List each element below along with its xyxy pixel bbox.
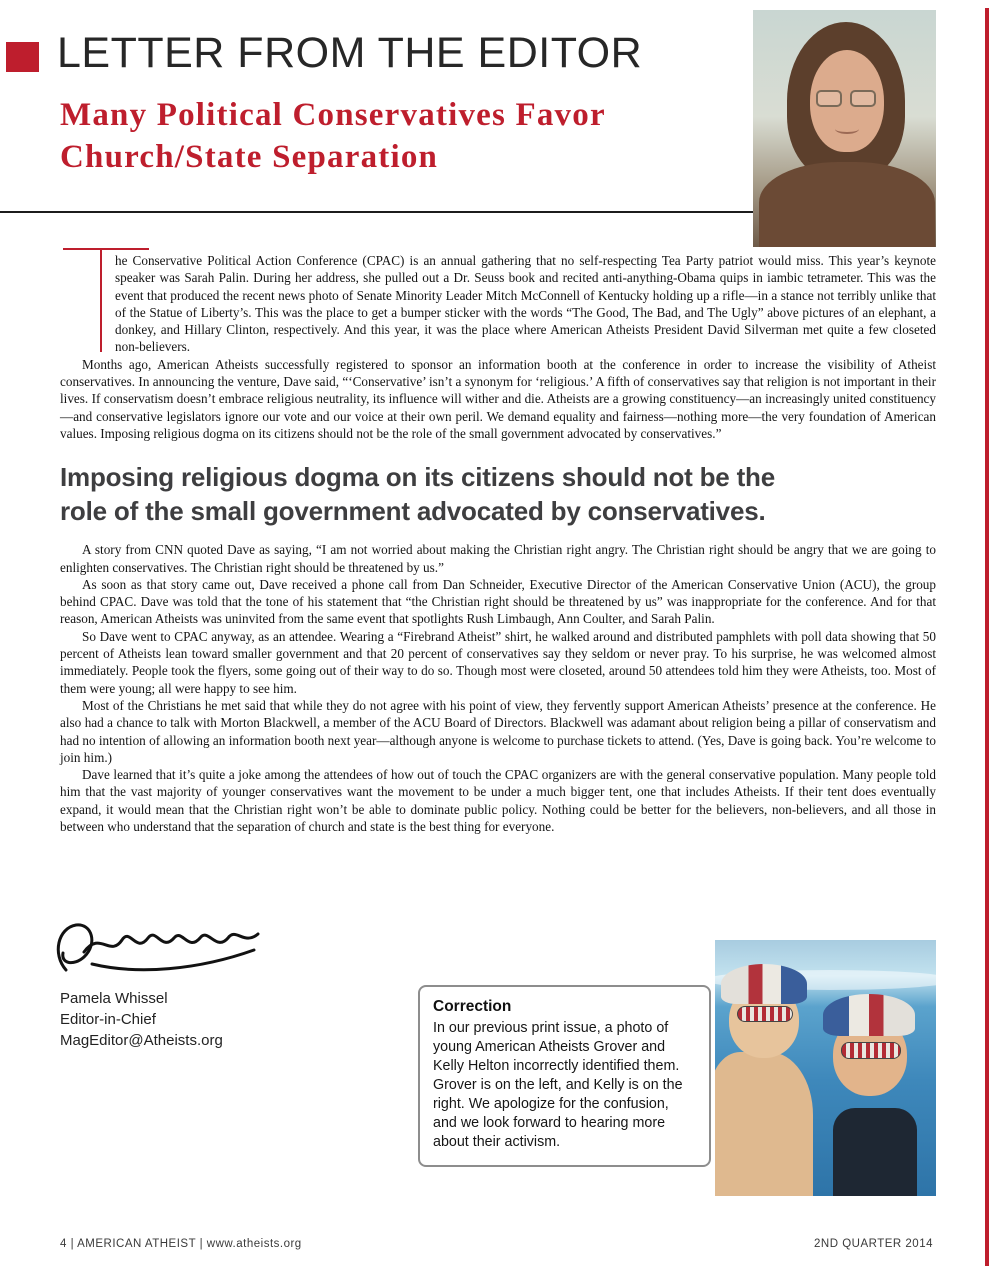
- header-rule: [0, 211, 753, 213]
- pull-quote-line2: role of the small government advocated by conservatives.: [60, 496, 766, 527]
- photo-glasses-right-shape: [850, 90, 876, 107]
- paragraph: Most of the Christians he met said that while they do not agree with his point of view, they fervently support American Atheists’ presence at the conference. He also had a chance to talk with Morton Blackwell, a member of the ACU Board of Directors. Blackwell was adamant about religion being a pillar of conservatism and had no intention of allowing an information booth next year—although anyone is welcome to purchase tickets to attend. (Yes, Dave is going back. You’re welcome to join him.): [60, 697, 936, 765]
- section-marker-square: [6, 42, 39, 72]
- photo-smile-shape: [835, 124, 859, 134]
- correction-box: [418, 985, 711, 1167]
- footer-page-info: 4 | AMERICAN ATHEIST | www.atheists.org: [60, 1238, 302, 1250]
- section-kicker: LETTER FROM THE EDITOR: [57, 29, 643, 77]
- photo-shoulders-shape: [759, 162, 935, 247]
- paragraph: Months ago, American Atheists successfully registered to sponsor an information booth at the conference in order to increase the visibility of Atheist conservatives. In announcing the venture, Dave said, “‘Conservative’ isn’t a synonym for ‘religious.’ A fifth of conservatives say that religion is not important in their lives. If conservatism doesn’t embrace religious neutrality, its influence will wither and die. Atheists are a growing constituency—an increasingly united constituency—and conservative legislators ignore our vote and our voice at their own peril. We demand equality and fairness—nothing more—the very foundation of American values. Imposing religious dogma on its citizens should not be the role of the small government advocated by conservatives.”: [60, 356, 936, 441]
- paragraph: So Dave went to CPAC anyway, as an attendee. Wearing a “Firebrand Atheist” shirt, he walked around and distributed pamphlets with poll data showing that 50 percent of Atheists lean toward smaller government and that 20 percent of conservatives say they seldom or never pray. To his surprise, he was welcomed almost immediately. People took the flyers, some going out of their way to do so. Though most were closeted, around 50 attendees told him they were Atheists, too. Most of them were young; all were happy to see him.: [60, 628, 936, 696]
- photo-right-kid-flag-glasses-shape: [841, 1042, 901, 1059]
- paragraph: A story from CNN quoted Dave as saying, “I am not worried about making the Christian right angry. The Christian right should be angry that we are going to enlighten conservatives. The Christian right should be threatened by us.”: [60, 542, 936, 575]
- editor-name: Pamela Whissel: [60, 990, 168, 1007]
- correction-title: Correction: [433, 998, 512, 1015]
- pull-quote: [60, 460, 936, 528]
- photo-left-kid-flag-glasses-shape: [737, 1006, 793, 1022]
- editor-photo: [753, 10, 936, 247]
- photo-right-kid-body-shape: [833, 1108, 917, 1196]
- drop-cap-t-vertical: [100, 248, 102, 352]
- article-body: [60, 252, 936, 835]
- drop-cap-t-horizontal: [63, 248, 149, 250]
- kids-photo: [715, 940, 936, 1196]
- editor-email: MagEditor@Atheists.org: [60, 1032, 223, 1049]
- correction-body: In our previous print issue, a photo of young American Atheists Grover and Kelly Helton incorrectly identified them. Grover is on the left, and Kelly is on the right. We apologize for the confusion, and we look forward to hearing more about their activism.: [433, 1020, 683, 1150]
- editor-signature: [46, 912, 281, 990]
- article-title: [60, 94, 606, 178]
- photo-right-kid-flag-cap-shape: [823, 994, 915, 1036]
- paragraph: As soon as that story came out, Dave received a phone call from Dan Schneider, Executive Director of the American Conservative Union (ACU), the group behind CPAC. Dave was told that the tone of his statement that “the Christian right should be threatened by us” was inappropriate for the conference. And for that reason, American Atheists was uninvited from the same event that spotlights Rush Limbaugh, Ann Coulter, and Sarah Palin.: [60, 576, 936, 627]
- paragraph-lead-text: he Conservative Political Action Conference (CPAC) is an annual gathering that no self-respecting Tea Party patriot would miss. This year’s keynote speaker was Sarah Palin. During her address, she pulled out a Dr. Seuss book and recited anti-anything-Obama quips in iambic tetrameter. This was the event that produced the recent news photo of Senate Minority Leader Mitch McConnell of Kentucky holding up a rifle—in a stance not terribly unlike that of the Statue of Liberty’s. This was the place to get a bumper sticker with the words “The Good, The Bad, and The Ugly” above pictures of an elephant, a donkey, and Hillary Clinton, respectively. And this year, it was the place where American Atheists President David Silverman met quite a few closeted non-believers.: [115, 253, 936, 355]
- page-edge-accent-bar: [985, 8, 989, 1266]
- article-title-line1: Many Political Conservatives Favor: [60, 97, 606, 133]
- footer-issue-info: 2ND QUARTER 2014: [814, 1238, 933, 1250]
- editor-credit-block: [60, 988, 223, 1051]
- photo-left-kid-body-shape: [715, 1052, 813, 1196]
- pull-quote-line1: Imposing religious dogma on its citizens should not be the: [60, 462, 775, 493]
- editor-role: Editor-in-Chief: [60, 1011, 156, 1028]
- paragraph: Dave learned that it’s quite a joke among the attendees of how out of touch the CPAC organizers are with the general conservative population. Many people told him that the vast majority of younger conservatives want the movement to be under a much bigger tent, one that includes Atheists. If their tent does eventually expand, it would mean that the Christian right won’t be able to dominate public policy. Nothing could be better for the believers, non-believers, and all those in between who understand that the separation of church and state is the best thing for everyone.: [60, 767, 936, 835]
- photo-glasses-left-shape: [816, 90, 842, 107]
- paragraph-lead: [115, 252, 936, 356]
- photo-left-kid-flag-cap-shape: [721, 964, 807, 1004]
- article-title-line2: Church/State Separation: [60, 139, 439, 175]
